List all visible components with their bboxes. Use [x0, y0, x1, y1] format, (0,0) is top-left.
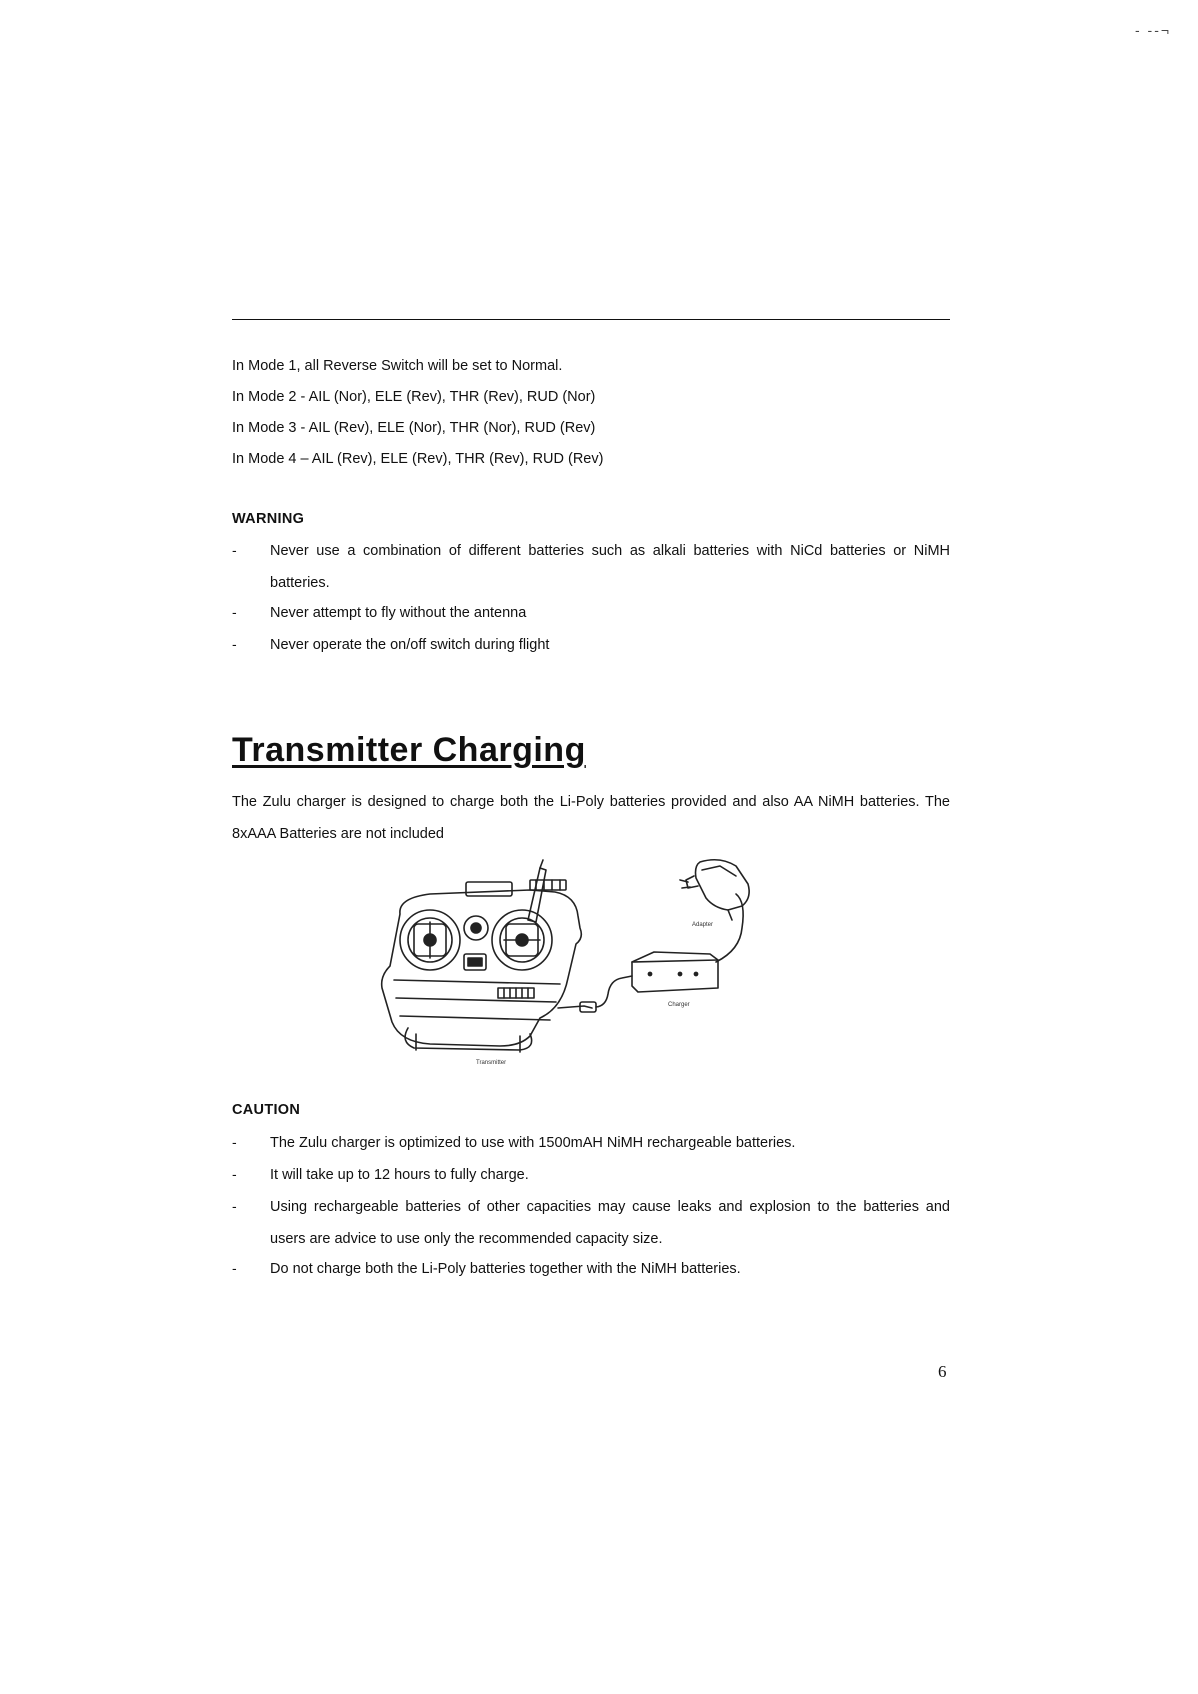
warning-item-2: Never attempt to fly without the antenna: [270, 605, 527, 621]
wall-adapter-icon: [680, 860, 749, 920]
warning-bullet-1: -: [232, 542, 237, 558]
section-title: Transmitter Charging: [232, 731, 586, 769]
mode-line-4: In Mode 4 – AIL (Rev), ELE (Rev), THR (Rev), RUD (Rev): [232, 451, 604, 467]
caution-bullet-4: -: [232, 1260, 237, 1276]
caution-bullet-1: -: [232, 1134, 237, 1150]
section-intro: The Zulu charger is designed to charge both the Li-Poly batteries provided and also AA NiMH batteries. The 8xAAA Batteries are not included: [232, 794, 950, 842]
warning-label: WARNING: [232, 511, 305, 527]
warning-bullet-3: -: [232, 636, 237, 652]
corner-scan-mark: - --¬: [1135, 22, 1172, 38]
caution-item-2: It will take up to 12 hours to fully charge.: [270, 1167, 529, 1183]
charge-plug-icon: [558, 976, 632, 1012]
caution-bullet-3: -: [232, 1198, 237, 1214]
charger-box-icon: [632, 952, 718, 992]
caution-item-3: Using rechargeable batteries of other capacities may cause leaks and explosion to the batteries and users are advice to use only the recommended capacity size.: [270, 1199, 950, 1247]
transmitter-label: Transmitter: [476, 1060, 507, 1066]
mode-line-3: In Mode 3 - AIL (Rev), ELE (Nor), THR (Nor), RUD (Rev): [232, 420, 596, 436]
warning-item-1: Never use a combination of different batteries such as alkali batteries with NiCd batteries or NiMH batteries.: [270, 543, 950, 591]
charging-setup-figure: [380, 858, 800, 1094]
adapter-label: Adapter: [692, 922, 714, 928]
mode-line-2: In Mode 2 - AIL (Nor), ELE (Rev), THR (Rev), RUD (Nor): [232, 389, 596, 405]
header-rule: [232, 319, 950, 320]
transmitter-icon: [382, 880, 582, 1052]
charger-label: Charger: [668, 1002, 690, 1008]
adapter-cable-icon: [716, 894, 743, 962]
caution-label: CAUTION: [232, 1102, 301, 1118]
caution-bullet-2: -: [232, 1166, 237, 1182]
warning-bullet-2: -: [232, 604, 237, 620]
page-number: 6: [938, 1362, 947, 1381]
warning-item-3: Never operate the on/off switch during flight: [270, 637, 550, 653]
mode-line-1: In Mode 1, all Reverse Switch will be set to Normal.: [232, 358, 563, 374]
caution-item-4: Do not charge both the Li-Poly batteries together with the NiMH batteries.: [270, 1261, 741, 1277]
caution-item-1: The Zulu charger is optimized to use with 1500mAH NiMH rechargeable batteries.: [270, 1135, 796, 1151]
